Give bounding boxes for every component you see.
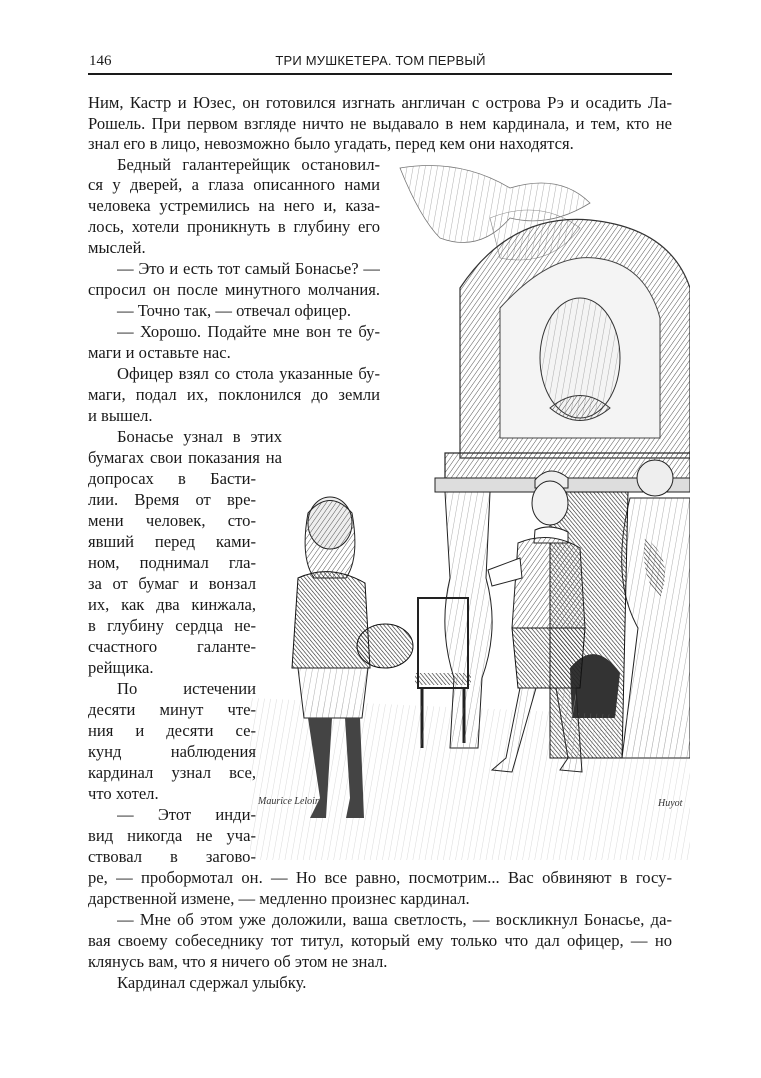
text-line: ном, поднимал гла- xyxy=(88,553,256,572)
text-line: спросил он после минутного молчания. xyxy=(88,280,380,299)
text-line: счастного галанте- xyxy=(88,637,256,656)
text-line: за от бумаг и вонзал xyxy=(88,574,256,593)
text-line: дарственной измене, — медленно произнес кардинал. xyxy=(88,889,470,908)
text-line: маги, подал их, поклонился до земли xyxy=(88,385,380,404)
text-line: — Это и есть тот самый Бонасье? — xyxy=(117,259,380,278)
text-line: бумагах свои показания на xyxy=(88,448,282,467)
text-line: маги и оставьте нас. xyxy=(88,343,231,362)
text-line: По истечении xyxy=(117,679,256,698)
text-line: вид никогда не уча- xyxy=(88,826,256,845)
text-line: кардинал узнал все, xyxy=(88,763,256,782)
text-line: мыслей. xyxy=(88,238,146,257)
text-line: ния и десяти се- xyxy=(88,721,256,740)
text-line: — Точно так, — отвечал офицер. xyxy=(117,301,352,320)
running-title: ТРИ МУШКЕТЕРА. ТОМ ПЕРВЫЙ xyxy=(275,53,486,68)
text-line: Кардинал сдержал улыбку. xyxy=(117,973,307,992)
text-line: клянусь вам, что я ничего об этом не знал. xyxy=(88,952,388,971)
text-line: Бонасье узнал в этих xyxy=(117,427,282,446)
text-line: что хотел. xyxy=(88,784,159,803)
text-line: десяти минут чте- xyxy=(88,700,256,719)
text-line: человека устремились на него и, каза- xyxy=(88,196,380,215)
text-line: мени человек, сто- xyxy=(88,511,256,530)
signature-right: Huyot xyxy=(658,798,683,809)
text-line: рейщика. xyxy=(88,658,154,677)
text-line: явший перед ками- xyxy=(88,532,256,551)
text-line: кунд наблюдения xyxy=(88,742,256,761)
page-number: 146 xyxy=(89,53,112,69)
text-line: Бедный галантерейщик остановил- xyxy=(117,155,380,174)
text-line: знал его в лицо, невозможно было угадать, перед кем они находятся. xyxy=(88,134,574,153)
text-line: ствовал в загово- xyxy=(88,847,256,866)
text-line: лось, хотели проникнуть в глубину его xyxy=(88,217,380,236)
text-line: ся у дверей, а глаза описанного нами xyxy=(88,175,380,194)
text-line: — Мне об этом уже доложили, ваша светлость, — воскликнул Бонасье, да- xyxy=(117,910,672,929)
text-line: ре, — пробормотал он. — Но все равно, посмотрим... Вас обвиняют в госу- xyxy=(88,868,672,887)
text-line: и вышел. xyxy=(88,406,153,425)
text-line: вая своему собеседнику тот титул, который ему только что дал офицер, — но xyxy=(88,931,672,950)
text-line: их, как два кинжала, xyxy=(88,595,256,614)
text-line: Рошель. При первом взгляде ничто не выдавало в нем кардинала, и тем, кто не xyxy=(88,114,672,133)
text-line: Ним, Кастр и Юзес, он готовился изгнать англичан с острова Рэ и осадить Ла- xyxy=(88,93,672,112)
text-line: — Хорошо. Подайте мне вон те бу- xyxy=(117,322,380,341)
text-line: лии. Время от вре- xyxy=(88,490,256,509)
signature-left: Maurice Leloir xyxy=(258,796,319,807)
header-rule xyxy=(88,73,672,75)
text-line: допросах в Басти- xyxy=(88,469,256,488)
text-line: — Этот инди- xyxy=(117,805,256,824)
text-line: в глубину сердца не- xyxy=(88,616,256,635)
text-line: Офицер взял со стола указанные бу- xyxy=(117,364,380,383)
